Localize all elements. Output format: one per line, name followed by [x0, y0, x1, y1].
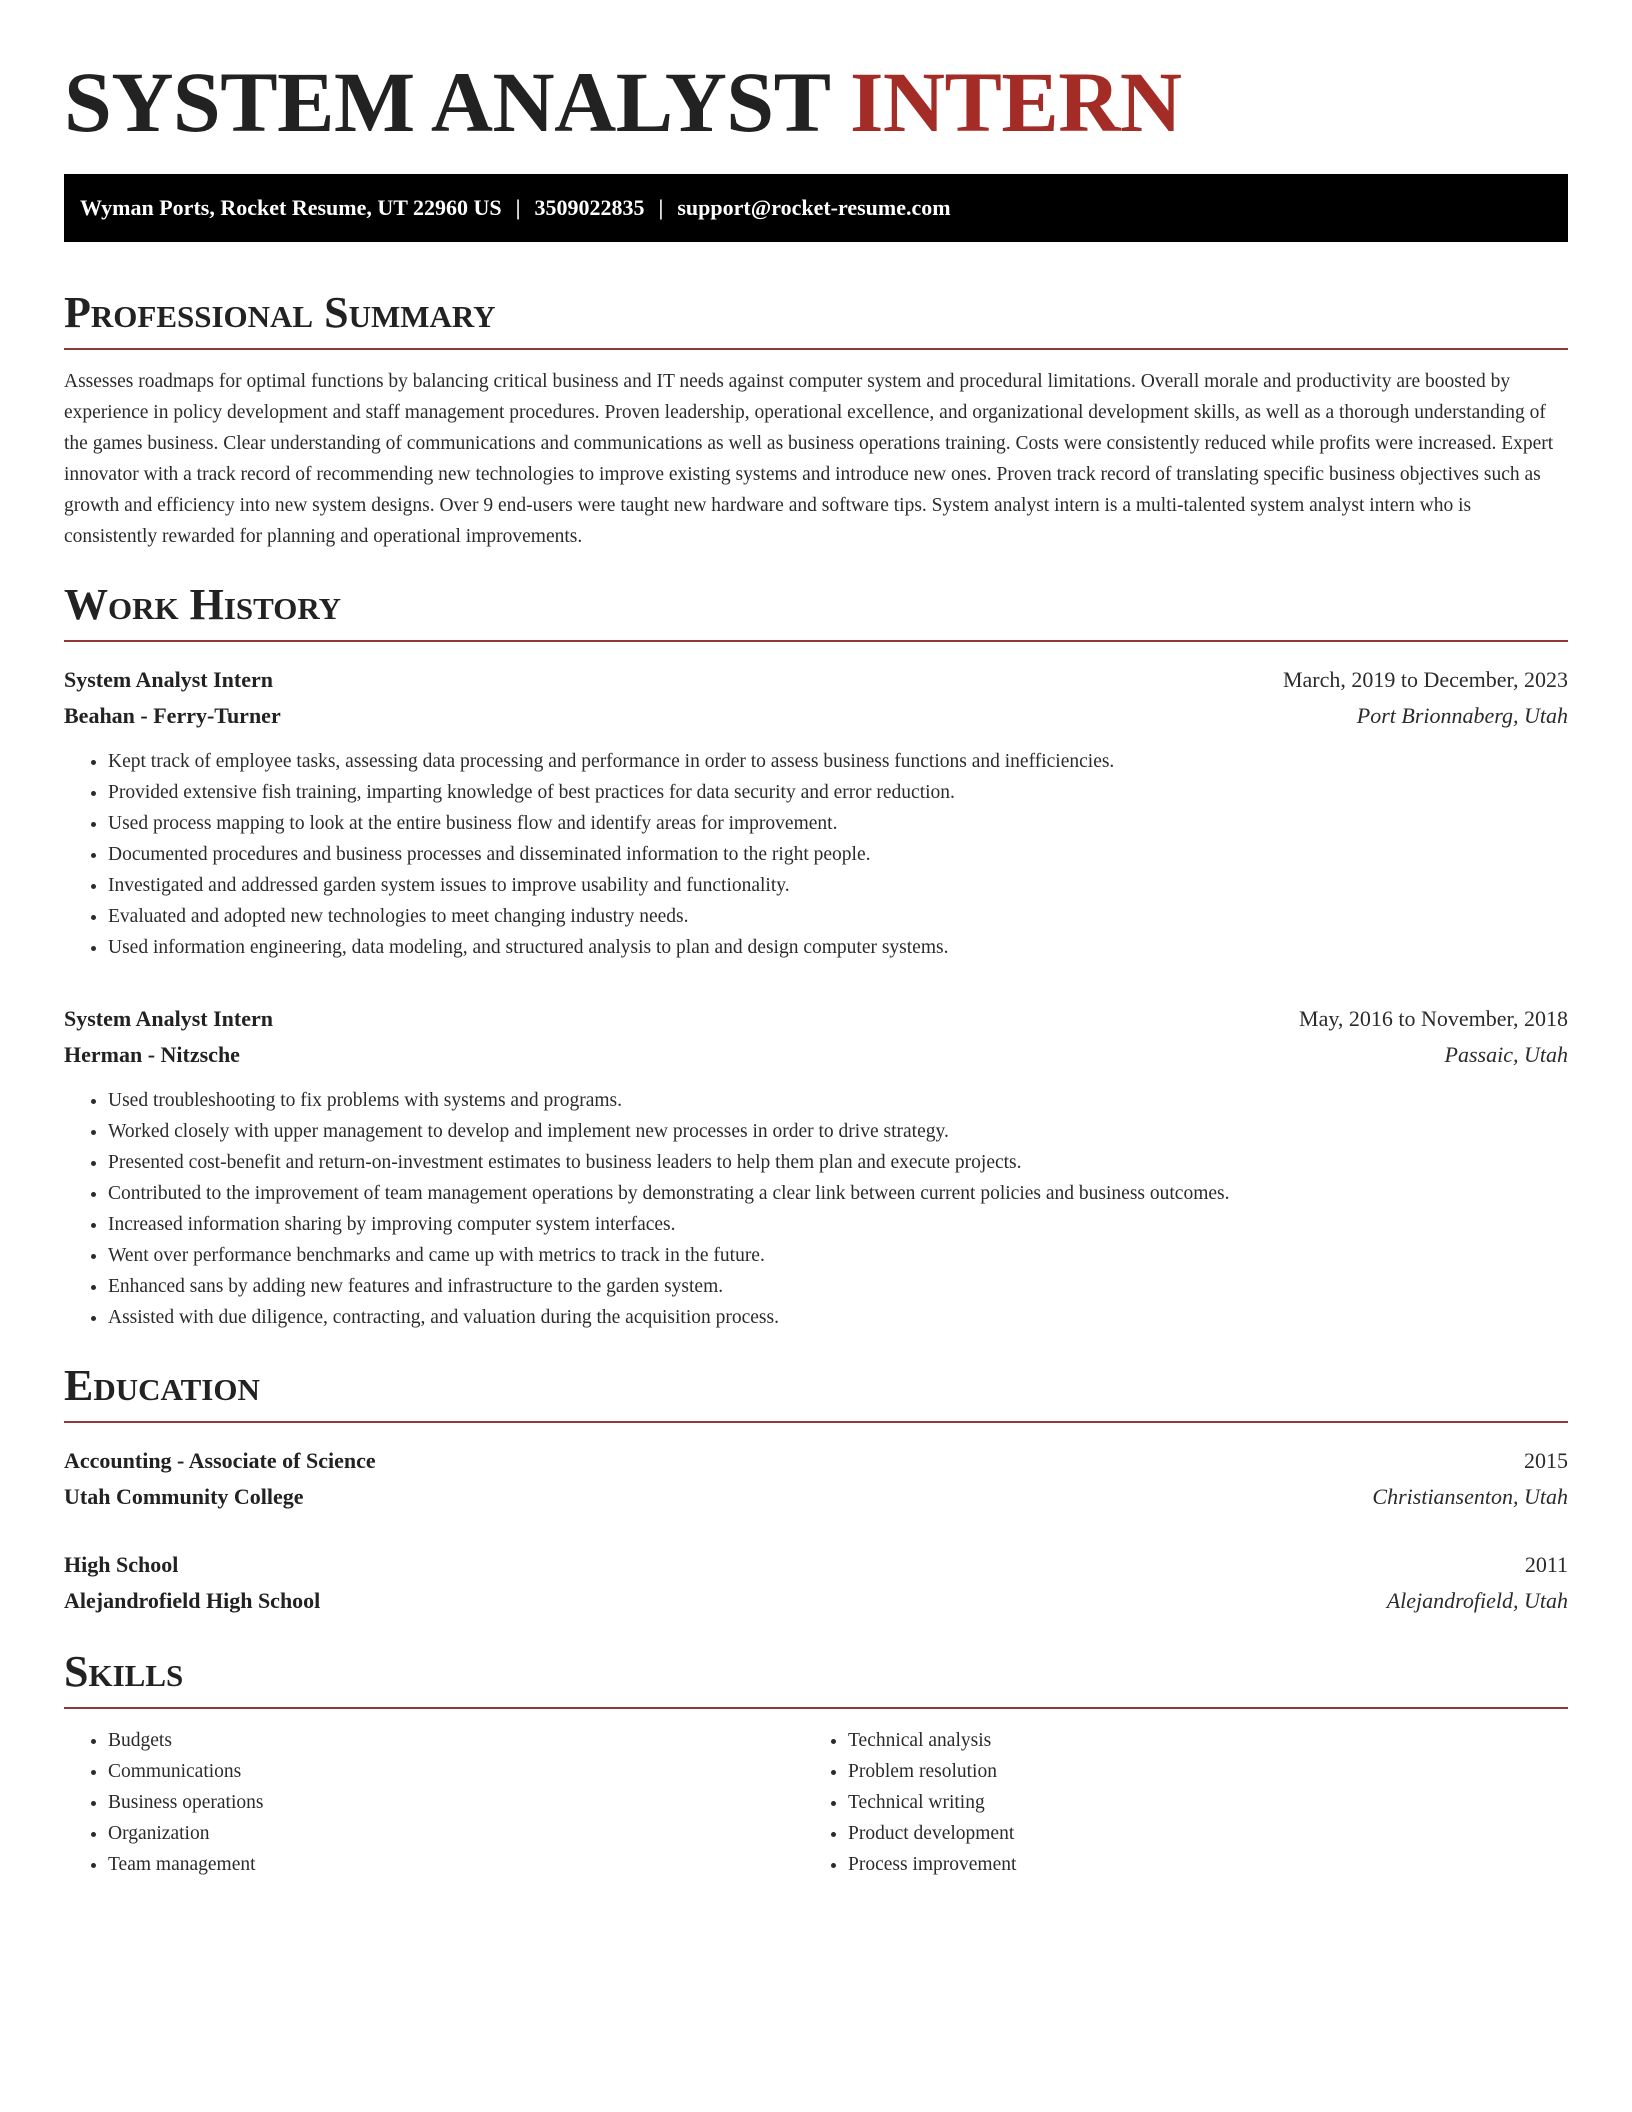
education-location: Christiansenton, Utah — [1372, 1484, 1568, 1509]
education-degree-row — [64, 1443, 1568, 1479]
education-school: Utah Community College — [64, 1484, 304, 1509]
section-divider — [64, 1421, 1568, 1423]
job-bullet: • Documented procedures and business processes and disseminated information to the right people. — [108, 839, 1568, 870]
job-entry — [64, 1001, 1568, 1333]
job-bullet: • Evaluated and adopted new technologies to meet changing industry needs. — [108, 901, 1568, 932]
education-section — [64, 1359, 1568, 1619]
job-title: System Analyst Intern — [64, 1006, 274, 1031]
contact-separator: | — [658, 195, 664, 220]
resume-title — [64, 0, 1568, 154]
skill-item: • Team management — [108, 1849, 804, 1880]
education-degree: Accounting - Associate of Science — [64, 1448, 376, 1473]
job-bullet: • Contributed to the improvement of team management operations by demonstrating a clear link between current policies and business outcomes. — [108, 1178, 1568, 1209]
job-bullet: • Worked closely with upper management to develop and implement new processes in order to drive strategy. — [108, 1116, 1568, 1147]
job-bullet: • Presented cost-benefit and return-on-investment estimates to business leaders to help them plan and execute projects. — [108, 1147, 1568, 1178]
job-bullet-list — [64, 1085, 1568, 1333]
job-company-row — [64, 698, 1568, 734]
job-header-row — [64, 662, 1568, 698]
skill-item: • Budgets — [108, 1725, 804, 1756]
job-bullet: • Increased information sharing by improving computer system interfaces. — [108, 1209, 1568, 1240]
job-location: Port Brionnaberg, Utah — [1356, 703, 1568, 728]
job-bullet: • Used information engineering, data modeling, and structured analysis to plan and design computer systems. — [108, 932, 1568, 963]
job-bullet: • Investigated and addressed garden system issues to improve usability and functionality. — [108, 870, 1568, 901]
job-location: Passaic, Utah — [1444, 1042, 1568, 1067]
job-dates: March, 2019 to December, 2023 — [1282, 667, 1568, 692]
section-heading-education: Education — [64, 1361, 260, 1410]
skill-item: • Process improvement — [848, 1849, 1544, 1880]
education-year: 2015 — [1524, 1448, 1568, 1473]
section-divider — [64, 640, 1568, 642]
work-history-section — [64, 578, 1568, 1333]
summary-text: Assesses roadmaps for optimal functions by balancing critical business and IT needs against computer system and procedural limitations. Overall morale and productivity are boosted by experience in policy development and staff management procedures. Proven leadership, operational excellence, and organizational development skills, as well as a thorough understanding of the games business. Clear understanding of communications and communications as well as business operations training. Costs were consistently reduced while profits were increased. Expert innovator with a track record of recommending new technologies to improve existing systems and introduce new ones. Proven track record of translating specific business objectives such as growth and efficiency into new system designs. Over 9 end-users were taught new hardware and software tips. System analyst intern is a multi-talented system analyst intern who is consistently rewarded for planning and operational improvements. — [64, 371, 1554, 547]
job-bullet: • Used process mapping to look at the entire business flow and identify areas for improvement. — [108, 808, 1568, 839]
skill-item: • Product development — [848, 1818, 1544, 1849]
skill-item: • Organization — [108, 1818, 804, 1849]
skill-item: • Technical analysis — [848, 1725, 1544, 1756]
title-main: SYSTEM ANALYST — [64, 54, 829, 150]
job-company: Beahan - Ferry-Turner — [64, 703, 281, 728]
resume-page — [64, 0, 1568, 1880]
skills-section — [64, 1645, 1568, 1880]
section-divider — [64, 348, 1568, 350]
skills-grid — [64, 1725, 1568, 1880]
education-school-row — [64, 1479, 1568, 1515]
job-bullet: • Went over performance benchmarks and came up with metrics to track in the future. — [108, 1240, 1568, 1271]
section-heading-skills: Skills — [64, 1647, 184, 1696]
contact-phone: 3509022835 — [534, 195, 645, 220]
section-heading-summary: Professional Summary — [64, 288, 496, 337]
section-divider — [64, 1707, 1568, 1709]
skills-column-left — [64, 1725, 804, 1880]
title-accent: INTERN — [849, 54, 1182, 150]
skill-item: • Problem resolution — [848, 1756, 1544, 1787]
education-school: Alejandrofield High School — [64, 1588, 321, 1613]
job-bullet: • Used troubleshooting to fix problems with systems and programs. — [108, 1085, 1568, 1116]
education-entry — [64, 1443, 1568, 1515]
contact-address: Wyman Ports, Rocket Resume, UT 22960 US — [80, 195, 502, 220]
skill-item: • Business operations — [108, 1787, 804, 1818]
summary-section — [64, 286, 1568, 552]
job-dates: May, 2016 to November, 2018 — [1299, 1006, 1568, 1031]
job-bullet: • Assisted with due diligence, contracting, and valuation during the acquisition process. — [108, 1302, 1568, 1333]
job-bullet: • Kept track of employee tasks, assessing data processing and performance in order to assess business functions and inefficiencies. — [108, 746, 1568, 777]
skills-column-right — [804, 1725, 1544, 1880]
skill-item: • Technical writing — [848, 1787, 1544, 1818]
skills-list — [804, 1725, 1544, 1880]
education-degree: High School — [64, 1552, 179, 1577]
job-entry — [64, 662, 1568, 963]
education-year: 2011 — [1524, 1552, 1568, 1577]
job-title: System Analyst Intern — [64, 667, 274, 692]
contact-email: support@rocket-resume.com — [677, 195, 951, 220]
job-bullet-list — [64, 746, 1568, 963]
education-degree-row — [64, 1547, 1568, 1583]
education-location: Alejandrofield, Utah — [1386, 1588, 1568, 1613]
job-company-row — [64, 1037, 1568, 1073]
skill-item: • Communications — [108, 1756, 804, 1787]
section-heading-work-history: Work History — [64, 580, 342, 629]
skills-list — [64, 1725, 804, 1880]
contact-bar — [64, 174, 1568, 242]
job-bullet: • Provided extensive fish training, imparting knowledge of best practices for data security and error reduction. — [108, 777, 1568, 808]
contact-separator: | — [515, 195, 521, 220]
education-school-row — [64, 1583, 1568, 1619]
job-bullet: • Enhanced sans by adding new features and infrastructure to the garden system. — [108, 1271, 1568, 1302]
job-header-row — [64, 1001, 1568, 1037]
job-company: Herman - Nitzsche — [64, 1042, 240, 1067]
education-entry — [64, 1547, 1568, 1619]
